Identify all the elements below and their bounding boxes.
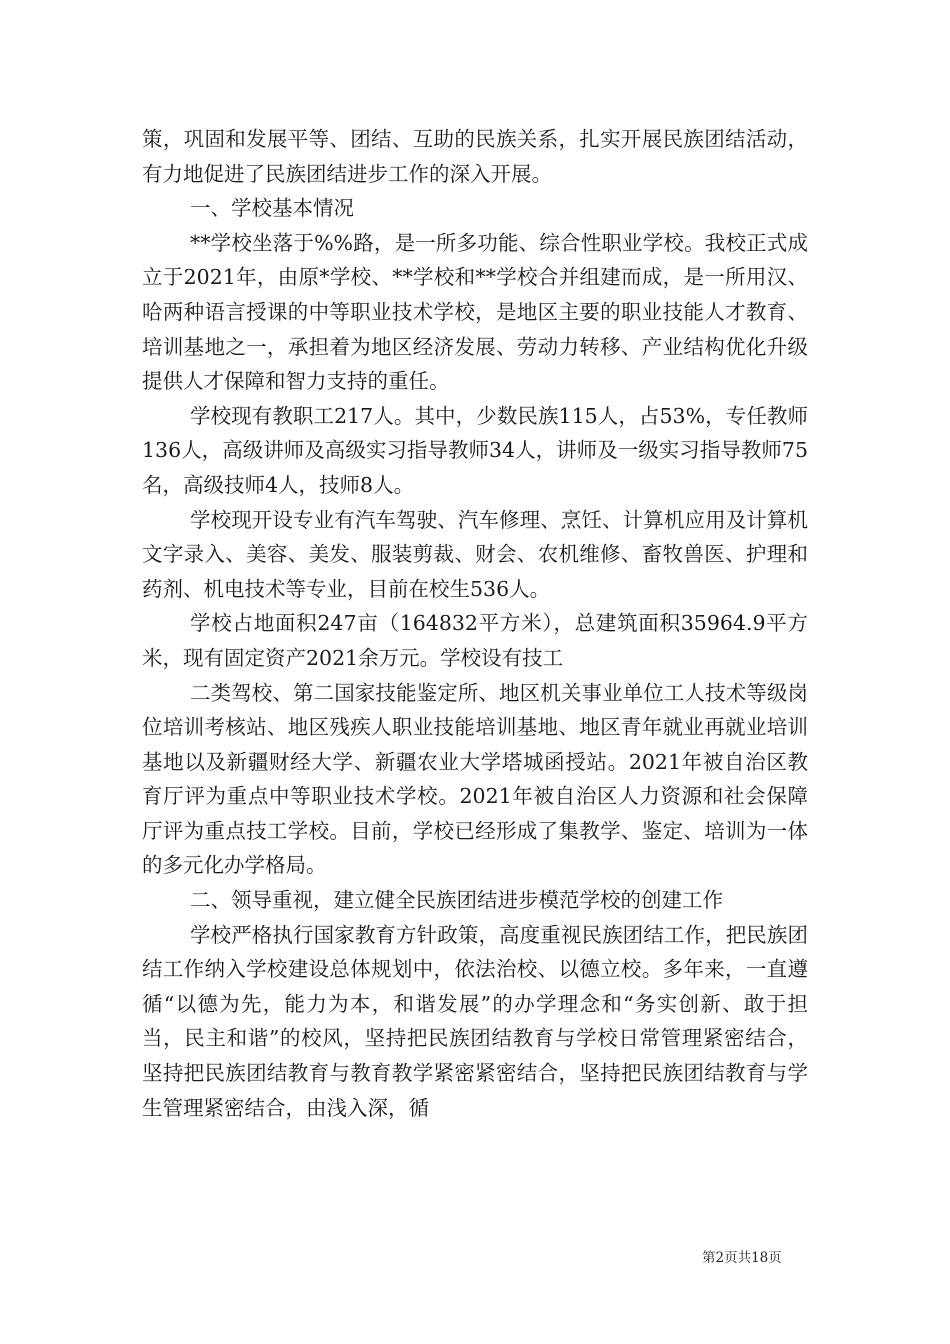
section-heading-basic-info: 一、学校基本情况 xyxy=(190,196,354,221)
paragraph-campus-area: 学校占地面积247亩（164832平方米），总建筑面积35964.9平方米，现有固定资产2021余万元。学校设有技工 xyxy=(142,611,808,670)
paragraph-affiliated-institutions: 二类驾校、第二国家技能鉴定所、地区机关事业单位工人技术等级岗位培训考核站、地区残疾人职业技能培训基地、地区青年就业再就业培训基地以及新疆财经大学、新疆农业大学塔城函授站。2021年被自治区教育厅评为重点中等职业技术学校。2021年被自治区人力资源和社会保障厅评为重点技工学校。目前，学校已经形成了集教学、鉴定、培训为一体的多元化办学格局。 xyxy=(142,680,808,878)
paragraph-school-overview: **学校坐落于%%路，是一所多功能、综合性职业学校。我校正式成立于2021年，由原*学校、**学校和**学校合并组建而成，是一所用汉、哈两种语言授课的中等职业技术学校，是地区主要的职业技能人才教育、培训基地之一，承担着为地区经济发展、劳动力转移、产业结构优化升级提供人才保障和智力支持的重任。 xyxy=(142,230,808,394)
paragraph-policy: 学校严格执行国家教育方针政策，高度重视民族团结工作，把民族团结工作纳入学校建设总体规划中，依法治校、以德立校。多年来，一直遵循“以德为先，能力为本，和谐发展”的办学理念和“务实创新、敢于担当，民主和谐”的校风，坚持把民族团结教育与学校日常管理紧密结合，坚持把民族团结教育与教育教学紧密紧密结合，坚持把民族团结教育与学生管理紧密结合，由浅入深，循 xyxy=(142,922,808,1120)
footer-suffix: 页 xyxy=(768,1250,782,1266)
footer-middle: 页共 xyxy=(724,1250,752,1266)
document-body xyxy=(142,122,808,1125)
section-heading-leadership: 二、领导重视，建立健全民族团结进步模范学校的创建工作 xyxy=(190,888,723,913)
paragraph-staff: 学校现有教职工217人。其中，少数民族115人，占53%，专任教师136人，高级讲师及高级实习指导教师34人，讲师及一级实习指导教师75名，高级技师4人，技师8人。 xyxy=(142,403,808,497)
footer-total-pages: 18 xyxy=(751,1250,769,1266)
footer-prefix: 第 xyxy=(702,1250,716,1266)
paragraph-majors: 学校现开设专业有汽车驾驶、汽车修理、烹饪、计算机应用及计算机文字录入、美容、美发、服装剪裁、财会、农机维修、畜牧兽医、护理和药剂、机电技术等专业，目前在校生536人。 xyxy=(142,507,808,601)
paragraph-continuation: 策，巩固和发展平等、团结、互助的民族关系，扎实开展民族团结活动，有力地促进了民族团结进步工作的深入开展。 xyxy=(142,127,808,186)
footer-current-page: 2 xyxy=(715,1250,725,1266)
page-footer xyxy=(702,1246,822,1266)
